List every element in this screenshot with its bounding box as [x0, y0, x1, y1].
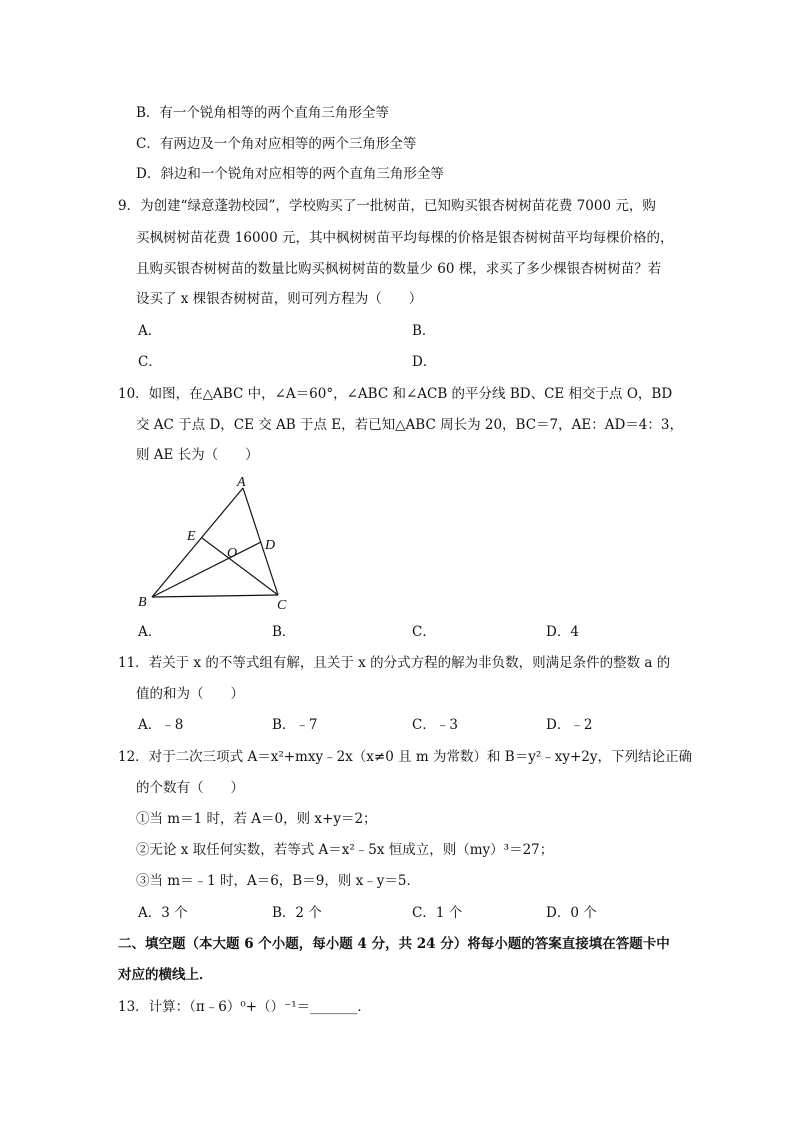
- q11-option-a: A．﹣8: [138, 717, 184, 733]
- q12-statement-1: ①当 m＝1 时，若 A＝0，则 x+y＝2；: [136, 811, 377, 827]
- q9-option-b: B．: [412, 323, 436, 339]
- q8-option-b: B．有一个锐角相等的两个直角三角形全等: [136, 105, 389, 121]
- q12-option-a: A．3 个: [138, 905, 188, 921]
- q9-line-4: 设买了 x 棵银杏树树苗，则可列方程为（ ）: [136, 291, 423, 307]
- q11-line-1: 11．若关于 x 的不等式组有解，且关于 x 的分式方程的解为非负数，则满足条件的整数 a 的: [118, 655, 671, 671]
- q10-option-d: D．4: [546, 624, 579, 640]
- q9-line-2: 买枫树树苗花费 16000 元，其中枫树树苗平均每棵的价格是银杏树树苗平均每棵价格的，: [136, 230, 674, 246]
- q12-option-c: C．1 个: [412, 905, 463, 921]
- side-bc: [152, 595, 278, 597]
- label-e: E: [187, 529, 196, 544]
- triangle-figure: [130, 470, 300, 615]
- label-o: O: [227, 546, 238, 561]
- section-2-heading-line-2: 对应的横线上．: [118, 967, 213, 983]
- q12-option-d: D．0 个: [546, 905, 597, 921]
- q10-option-a: A．: [138, 624, 162, 640]
- q9-option-d: D．: [412, 354, 437, 370]
- q12-statement-2: ②无论 x 取任何实数，若等式 A＝x²﹣5x 恒成立，则（my）³＝27；: [136, 842, 554, 858]
- q9-line-1: 9．为创建“绿意蓬勃校园”，学校购买了一批树苗，已知购买银杏树树苗花费 7000 元，购: [118, 198, 656, 214]
- q12-line-2: 的个数有（ ）: [136, 780, 244, 796]
- q10-line-3: 则 AE 长为（ ）: [136, 447, 259, 463]
- q10-option-b: B．: [272, 624, 296, 640]
- q11-line-2: 值的和为（ ）: [136, 686, 244, 702]
- q9-option-c: C．: [138, 354, 162, 370]
- q10-line-1: 10．如图，在△ABC 中，∠A＝60°，∠ABC 和∠ACB 的平分线 BD、CE 相交于点 O，BD: [118, 386, 673, 402]
- q11-option-b: B．﹣7: [272, 717, 318, 733]
- label-d: D: [265, 538, 276, 553]
- q11-option-d: D．﹣2: [546, 717, 593, 733]
- q9-option-a: A．: [138, 323, 162, 339]
- label-c: C: [277, 598, 287, 613]
- q12-line-1: 12．对于二次三项式 A＝x²+mxy﹣2x（x≠0 且 m 为常数）和 B＝y²﹣xy+2y，下列结论正确: [118, 749, 693, 765]
- q9-line-3: 且购买银杏树树苗的数量比购买枫树树苗的数量少 60 棵，求买了多少棵银杏树树苗？若: [136, 261, 662, 277]
- label-b: B: [138, 595, 147, 610]
- q13-line: 13．计算：（π﹣6）⁰+（）⁻¹＝_______．: [118, 999, 371, 1015]
- label-a: A: [237, 475, 246, 490]
- q8-option-c: C．有两边及一个角对应相等的两个三角形全等: [136, 136, 417, 152]
- q8-option-d: D．斜边和一个锐角对应相等的两个直角三角形全等: [136, 166, 444, 182]
- q12-option-b: B．2 个: [272, 905, 322, 921]
- q12-statement-3: ③当 m＝﹣1 时，A＝6，B＝9，则 x﹣y＝5．: [136, 873, 420, 889]
- side-ab: [152, 488, 243, 597]
- section-2-heading-line-1: 二、填空题（本大题 6 个小题，每小题 4 分，共 24 分）将每小题的答案直接填在答题卡中: [118, 936, 670, 952]
- q10-option-c: C．: [412, 624, 436, 640]
- q11-option-c: C．﹣3: [412, 717, 458, 733]
- q10-line-2: 交 AC 于点 D，CE 交 AB 于点 E，若已知△ABC 周长为 20，BC＝7，AE：AD＝4：3，: [136, 417, 683, 433]
